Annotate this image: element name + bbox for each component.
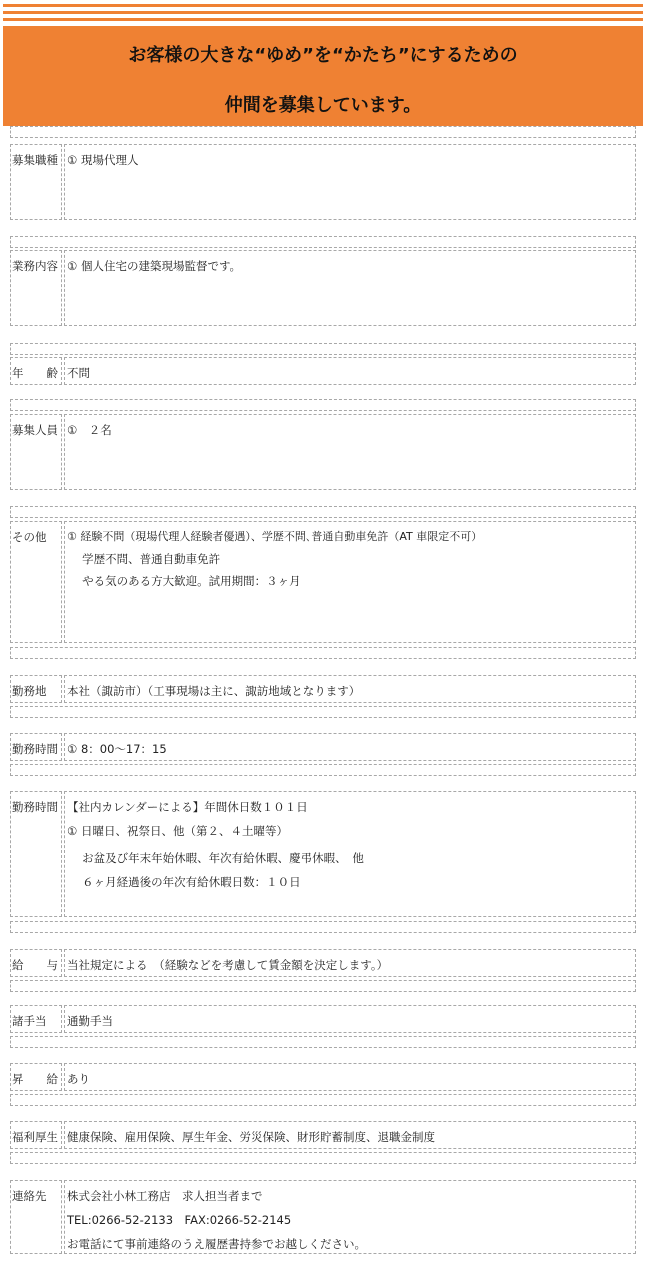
- row-value: [64, 791, 636, 917]
- row-value: [64, 144, 636, 220]
- spacer-row: [10, 236, 636, 248]
- row-value: [64, 414, 636, 490]
- row-label: 勤務時間: [10, 733, 62, 761]
- value-line: 通勤手当: [67, 1014, 113, 1028]
- spacer-row: [10, 126, 636, 138]
- value-line: 【社内カレンダーによる】年間休日数１０１日: [67, 800, 308, 814]
- value-line: ６ヶ月経過後の年次有給休暇日数：１０日: [67, 875, 301, 889]
- spacer-row: [10, 506, 636, 518]
- spacer-row: [10, 647, 636, 659]
- row-label: 諸手当: [10, 1005, 62, 1033]
- row-label: 勤務地: [10, 675, 62, 703]
- value-line: ① 日曜日、祝祭日、他（第２、４土曜等）: [67, 824, 288, 838]
- row-value: [64, 733, 636, 761]
- value-line: 健康保険、雇用保険、厚生年金、労災保険、財形貯蓄制度、退職金制度: [67, 1130, 435, 1144]
- row-label: 募集職種: [10, 144, 62, 220]
- spacer-row: [10, 980, 636, 992]
- value-line: TEL:0266-52-2133 FAX:0266-52-2145: [67, 1213, 292, 1227]
- value-line: お盆及び年末年始休暇、年次有給休暇、慶弔休暇、 他: [67, 851, 364, 865]
- value-line: 当社規定による （経験などを考慮して賃金額を決定します。）: [67, 958, 389, 972]
- row-label: 年 齢: [10, 357, 62, 385]
- stripe: [3, 4, 643, 7]
- recruit-banner: [3, 26, 643, 126]
- row-label: 給 与: [10, 949, 62, 977]
- value-line: ① 8：00～17：15: [67, 742, 167, 756]
- row-value: [64, 357, 636, 385]
- banner-line-1: お客様の大きな“ゆめ”を“かたち”にするための: [128, 45, 518, 66]
- value-line: ① 現場代理人: [67, 153, 139, 167]
- row-value: [64, 1121, 636, 1149]
- row-value: [64, 521, 636, 643]
- top-stripes: [0, 0, 646, 26]
- value-line: ① ２名: [67, 423, 112, 437]
- stripe: [3, 18, 643, 21]
- row-label: 勤務時間: [10, 791, 62, 917]
- banner-line-2: 仲間を募集しています。: [224, 95, 422, 116]
- spacer-row: [10, 921, 636, 933]
- row-label: 募集人員: [10, 414, 62, 490]
- job-info-table: [8, 126, 638, 1257]
- row-value: [64, 250, 636, 326]
- value-line: やる気のある方大歓迎。試用期間：３ヶ月: [67, 574, 301, 588]
- value-line: 本社（諏訪市）（工事現場は主に、諏訪地域となります）: [67, 684, 361, 698]
- spacer-row: [10, 1152, 636, 1164]
- row-value: [64, 1180, 636, 1254]
- row-value: [64, 675, 636, 703]
- spacer-row: [10, 343, 636, 355]
- spacer-row: [10, 706, 636, 718]
- row-value: [64, 1063, 636, 1091]
- spacer-row: [10, 1094, 636, 1106]
- value-line: 学歴不問、普通自動車免許: [67, 552, 221, 566]
- spacer-row: [10, 1036, 636, 1048]
- row-label: 福利厚生: [10, 1121, 62, 1149]
- value-line: お電話にて事前連絡のうえ履歴書持参でお越しください。: [67, 1237, 366, 1251]
- row-label: 昇 給: [10, 1063, 62, 1091]
- value-line: 株式会社小林工務店 求人担当者まで: [67, 1189, 263, 1203]
- value-line: 不問: [67, 366, 90, 380]
- row-value: [64, 949, 636, 977]
- value-line: ① 個人住宅の建築現場監督です。: [67, 259, 242, 273]
- spacer-row: [10, 399, 636, 411]
- row-label: その他: [10, 521, 62, 643]
- row-label: 業務内容: [10, 250, 62, 326]
- row-value: [64, 1005, 636, 1033]
- value-line: ① 経験不問（現場代理人経験者優遇）、学歴不問､普通自動車免許（AT 車限定不可）: [67, 530, 483, 543]
- row-label: 連絡先: [10, 1180, 62, 1254]
- spacer-row: [10, 764, 636, 776]
- value-line: あり: [67, 1072, 90, 1086]
- stripe: [3, 11, 643, 14]
